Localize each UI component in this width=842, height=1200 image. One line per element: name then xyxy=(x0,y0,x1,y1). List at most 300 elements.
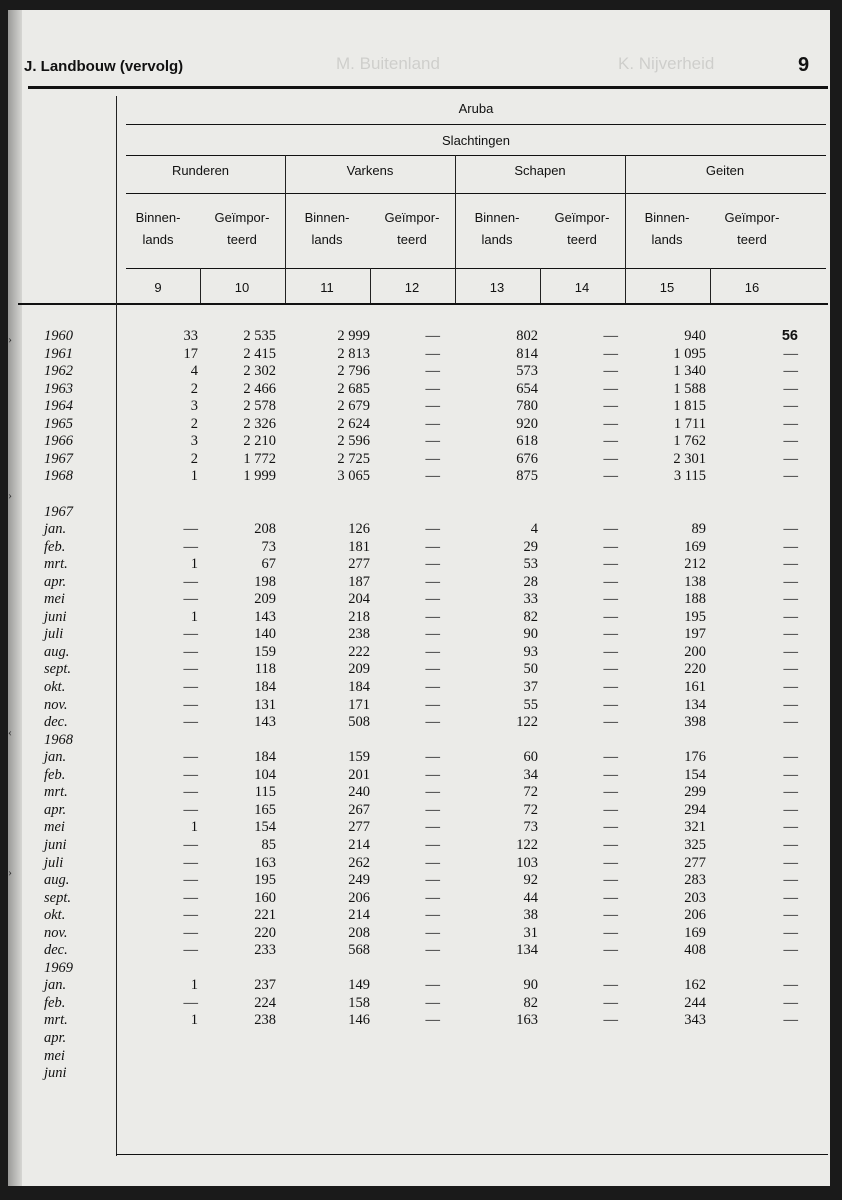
row-label: 1964 xyxy=(44,398,73,415)
table-cell: 299 xyxy=(684,784,706,801)
row-label: 1969 xyxy=(44,959,73,976)
row-label: 1968 xyxy=(44,468,73,485)
table-cell: — xyxy=(183,626,198,643)
table-cell: — xyxy=(425,556,440,573)
table-cell: 73 xyxy=(261,538,276,555)
table-cell: — xyxy=(183,696,198,713)
table-cell: 283 xyxy=(684,872,706,889)
bleed-through-text xyxy=(8,10,830,1186)
table-cell: 1 815 xyxy=(673,398,706,415)
row-label: sept. xyxy=(44,661,71,678)
table-cell: — xyxy=(603,801,618,818)
table-cell: 184 xyxy=(254,679,276,695)
table-cell: 618 xyxy=(516,433,538,450)
table-cell: — xyxy=(183,801,198,818)
table-cell: 56 xyxy=(781,328,798,344)
table-cell: 3 xyxy=(190,398,198,415)
row-label: juni xyxy=(44,608,67,625)
table-cell: — xyxy=(425,766,440,783)
table-cell: 920 xyxy=(516,415,538,432)
row-label: jan. xyxy=(44,749,67,766)
table-cell: 212 xyxy=(684,556,706,573)
table-cell: 55 xyxy=(523,696,538,713)
table-cell: 676 xyxy=(516,450,538,467)
slaughter-subheader: Slachtingen xyxy=(442,133,510,148)
table-cell: 60 xyxy=(523,749,538,766)
table-cell: — xyxy=(783,854,798,871)
row-label: aug. xyxy=(44,643,70,660)
table-cell: — xyxy=(783,380,798,397)
table-cell: — xyxy=(183,643,198,660)
column-header: Binnen- lands xyxy=(644,210,690,247)
table-cell: 90 xyxy=(523,977,538,994)
row-label: mei xyxy=(44,591,65,608)
table-cell: — xyxy=(183,661,198,678)
table-cell: 131 xyxy=(254,696,276,713)
table-cell: — xyxy=(783,345,798,362)
table-cell: 2 813 xyxy=(337,345,370,362)
document-page xyxy=(8,10,830,1186)
table-cell: — xyxy=(783,363,798,380)
table-cell: — xyxy=(603,521,618,538)
column-number: 15 xyxy=(659,280,675,295)
table-cell: 508 xyxy=(348,714,370,731)
table-cell: — xyxy=(603,468,618,485)
row-label: feb. xyxy=(44,538,66,555)
table-cell: — xyxy=(183,521,198,538)
col-divider xyxy=(710,268,711,303)
table-cell: — xyxy=(425,889,440,906)
table-cell: — xyxy=(425,749,440,766)
table-cell: 277 xyxy=(348,556,370,573)
table-cell: — xyxy=(425,380,440,397)
table-cell: 1 588 xyxy=(673,380,706,397)
table-cell: — xyxy=(603,591,618,608)
table-cell: — xyxy=(603,538,618,555)
row-label: mrt. xyxy=(44,1012,68,1029)
table-cell: 122 xyxy=(516,836,538,853)
table-cell: 1 711 xyxy=(673,415,706,432)
table-cell: 2 624 xyxy=(337,415,370,432)
table-cell: — xyxy=(425,907,440,924)
table-cell: 2 xyxy=(190,450,198,467)
table-cell: — xyxy=(783,872,798,889)
table-cell: 176 xyxy=(684,749,706,766)
table-cell: — xyxy=(783,994,798,1011)
table-cell: — xyxy=(425,521,440,538)
table-cell: 143 xyxy=(254,714,276,731)
table-cell: — xyxy=(425,836,440,853)
table-cell: 165 xyxy=(254,801,276,818)
table-cell: 169 xyxy=(684,924,706,941)
table-cell: — xyxy=(783,889,798,906)
table-cell: 159 xyxy=(254,643,276,660)
row-label: dec. xyxy=(44,714,68,731)
table-cell: — xyxy=(783,643,798,660)
table-cell: — xyxy=(783,749,798,766)
table-cell: — xyxy=(603,415,618,432)
table-cell: — xyxy=(183,889,198,906)
region-header: Aruba xyxy=(458,101,494,116)
table-cell: 29 xyxy=(523,538,538,555)
table-cell: 1 xyxy=(190,556,198,573)
table-cell: 53 xyxy=(523,556,538,573)
table-cell: 2 326 xyxy=(243,415,276,432)
group-schapen: Schapen xyxy=(514,163,566,178)
group-geiten: Geiten xyxy=(705,163,745,178)
table-cell: 38 xyxy=(523,907,538,924)
table-cell: — xyxy=(603,608,618,625)
row-label: 1963 xyxy=(44,380,73,397)
table-cell: — xyxy=(783,784,798,801)
table-cell: 126 xyxy=(348,521,370,538)
table-cell: 206 xyxy=(684,907,706,924)
table-cell: — xyxy=(603,714,618,731)
row-label: sept. xyxy=(44,889,71,906)
column-header: Geïmpor- teerd xyxy=(384,210,440,247)
row-label: 1967 xyxy=(44,450,73,467)
table-cell: 162 xyxy=(684,977,706,994)
table-cell: 802 xyxy=(516,328,538,344)
table-cell: 2 685 xyxy=(337,380,370,397)
table-cell: — xyxy=(783,679,798,695)
table-cell: 118 xyxy=(254,661,276,678)
margin-mark: › xyxy=(8,488,12,502)
table-cell: — xyxy=(183,573,198,590)
table-cell: 1 340 xyxy=(673,363,706,380)
table-cell: — xyxy=(783,819,798,836)
column-header: Binnen- lands xyxy=(304,210,350,247)
table-cell: 277 xyxy=(684,854,706,871)
table-cell: 1 xyxy=(190,608,198,625)
table-cell: — xyxy=(603,942,618,959)
table-cell: — xyxy=(783,977,798,994)
table-cell: — xyxy=(603,819,618,836)
table-cell: — xyxy=(183,872,198,889)
table-cell: — xyxy=(603,784,618,801)
row-label: 1967 xyxy=(44,503,73,520)
row-label: 1968 xyxy=(44,731,73,748)
table-cell: 92 xyxy=(523,872,538,889)
table-cell: 4 xyxy=(190,363,198,380)
table-cell: 163 xyxy=(516,1012,538,1029)
margin-mark: › xyxy=(8,865,12,879)
table-cell: — xyxy=(783,573,798,590)
table-cell: — xyxy=(783,924,798,941)
table-cell: 146 xyxy=(348,1012,370,1029)
table-cell: — xyxy=(783,608,798,625)
table-cell: 195 xyxy=(254,872,276,889)
table-cell: 214 xyxy=(348,836,370,853)
table-cell: 31 xyxy=(523,924,538,941)
table-cell: — xyxy=(603,450,618,467)
table-cell: — xyxy=(783,696,798,713)
table-cell: 2 xyxy=(190,380,198,397)
table-cell: — xyxy=(425,433,440,450)
table-cell: — xyxy=(603,854,618,871)
table-cell: — xyxy=(603,836,618,853)
table-cell: 220 xyxy=(254,924,276,941)
table-cell: 568 xyxy=(348,942,370,959)
table-cell: 50 xyxy=(523,661,538,678)
table-cell: 218 xyxy=(348,608,370,625)
table-cell: — xyxy=(425,591,440,608)
table-cell: 814 xyxy=(516,345,538,362)
table-cell: 195 xyxy=(684,608,706,625)
table-cell: 221 xyxy=(254,907,276,924)
column-number: 16 xyxy=(744,280,760,295)
table-cell: — xyxy=(603,380,618,397)
table-cell: — xyxy=(425,661,440,678)
table-cell: 181 xyxy=(348,538,370,555)
column-number: 10 xyxy=(234,280,250,295)
row-label: 1962 xyxy=(44,363,73,380)
table-cell: — xyxy=(603,328,618,344)
table-cell: 134 xyxy=(516,942,538,959)
table-cell: — xyxy=(603,749,618,766)
table-cell: 154 xyxy=(684,766,706,783)
table-cell: 2 302 xyxy=(243,363,276,380)
table-cell: — xyxy=(183,907,198,924)
table-cell: — xyxy=(425,977,440,994)
table-cell: 2 535 xyxy=(243,328,276,344)
table-cell: — xyxy=(425,538,440,555)
rule-under-groups xyxy=(126,193,826,194)
column-number: 14 xyxy=(574,280,590,295)
column-header: Binnen- lands xyxy=(474,210,520,247)
row-label: 1960 xyxy=(44,328,73,344)
table-cell: 44 xyxy=(523,889,538,906)
table-cell: 222 xyxy=(348,643,370,660)
table-cell: 197 xyxy=(684,626,706,643)
top-rule xyxy=(28,86,828,89)
table-cell: 2 xyxy=(190,415,198,432)
table-cell: — xyxy=(603,907,618,924)
table-cell: 244 xyxy=(684,994,706,1011)
table-cell: — xyxy=(603,661,618,678)
table-cell: 17 xyxy=(183,345,198,362)
column-header: Geïmpor- teerd xyxy=(724,210,780,247)
table-cell: — xyxy=(425,872,440,889)
table-cell: 198 xyxy=(254,573,276,590)
row-label: 1961 xyxy=(44,345,73,362)
table-cell: 3 065 xyxy=(337,468,370,485)
table-cell: — xyxy=(425,573,440,590)
table-cell: 134 xyxy=(684,696,706,713)
table-cell: — xyxy=(783,450,798,467)
table-cell: — xyxy=(425,643,440,660)
row-label: 1965 xyxy=(44,415,73,432)
table-cell: 3 115 xyxy=(673,468,706,485)
table-cell: 2 679 xyxy=(337,398,370,415)
table-cell: 294 xyxy=(684,801,706,818)
table-cell: 93 xyxy=(523,643,538,660)
row-label: juni xyxy=(44,836,67,853)
table-cell: 238 xyxy=(254,1012,276,1029)
table-cell: — xyxy=(783,942,798,959)
table-cell: 267 xyxy=(348,801,370,818)
row-label: nov. xyxy=(44,696,68,713)
table-cell: — xyxy=(183,591,198,608)
table-cell: — xyxy=(783,591,798,608)
table-cell: — xyxy=(425,608,440,625)
table-cell: 2 596 xyxy=(337,433,370,450)
table-cell: — xyxy=(603,977,618,994)
table-cell: 159 xyxy=(348,749,370,766)
table-cell: — xyxy=(603,696,618,713)
table-cell: — xyxy=(603,889,618,906)
table-cell: 200 xyxy=(684,643,706,660)
row-label: juni xyxy=(44,1065,67,1082)
table-cell: 343 xyxy=(684,1012,706,1029)
table-cell: 875 xyxy=(516,468,538,485)
table-cell: — xyxy=(783,433,798,450)
rule-under-subheader xyxy=(126,155,826,156)
table-cell: 208 xyxy=(348,924,370,941)
row-label: jan. xyxy=(44,977,67,994)
table-cell: 160 xyxy=(254,889,276,906)
table-cell: 82 xyxy=(523,994,538,1011)
table-cell: — xyxy=(603,398,618,415)
table-cell: 209 xyxy=(254,591,276,608)
table-cell: 2 210 xyxy=(243,433,276,450)
row-label: dec. xyxy=(44,942,68,959)
table-cell: — xyxy=(425,415,440,432)
table-cell: 33 xyxy=(523,591,538,608)
table-cell: 240 xyxy=(348,784,370,801)
table-cell: 780 xyxy=(516,398,538,415)
table-cell: 1 xyxy=(190,1012,198,1029)
table-cell: — xyxy=(603,924,618,941)
table-cell: 163 xyxy=(254,854,276,871)
table-cell: 233 xyxy=(254,942,276,959)
table-cell: — xyxy=(425,924,440,941)
table-cell: 158 xyxy=(348,994,370,1011)
table-cell: 2 999 xyxy=(337,328,370,344)
rule-under-colnumbers xyxy=(18,303,828,305)
table-cell: 73 xyxy=(523,819,538,836)
margin-mark: › xyxy=(8,332,12,346)
table-cell: 37 xyxy=(523,679,538,695)
table-cell: 398 xyxy=(684,714,706,731)
table-cell: — xyxy=(783,398,798,415)
table-cell: 140 xyxy=(254,626,276,643)
page-number: 9 xyxy=(798,54,810,76)
table-cell: — xyxy=(783,626,798,643)
column-number: 9 xyxy=(154,280,162,295)
table-cell: 149 xyxy=(348,977,370,994)
row-label: juli xyxy=(44,854,64,871)
table-cell: — xyxy=(603,345,618,362)
table-cell: 238 xyxy=(348,626,370,643)
table-cell: — xyxy=(783,714,798,731)
table-cell: — xyxy=(183,784,198,801)
table-cell: 206 xyxy=(348,889,370,906)
table-cell: 1 772 xyxy=(243,450,276,467)
row-label: juli xyxy=(44,626,64,643)
column-number: 12 xyxy=(404,280,420,295)
table-cell: 201 xyxy=(348,766,370,783)
table-cell: — xyxy=(783,415,798,432)
table-cell: — xyxy=(425,1012,440,1029)
table-cell: — xyxy=(783,766,798,783)
table-cell: 72 xyxy=(523,784,538,801)
table-cell: 940 xyxy=(684,328,706,344)
table-cell: — xyxy=(603,556,618,573)
table-cell: — xyxy=(183,924,198,941)
table-cell: 208 xyxy=(254,521,276,538)
table-cell: 224 xyxy=(254,994,276,1011)
row-label: 1966 xyxy=(44,433,73,450)
table-cell: — xyxy=(183,836,198,853)
table-cell: — xyxy=(425,854,440,871)
column-number: 13 xyxy=(489,280,505,295)
table-cell: 249 xyxy=(348,872,370,889)
row-label: okt. xyxy=(44,679,66,695)
column-number: 11 xyxy=(320,280,334,295)
rule-under-colheaders xyxy=(126,268,826,269)
table-cell: — xyxy=(425,784,440,801)
table-cell: — xyxy=(425,363,440,380)
table-cell: — xyxy=(425,819,440,836)
table-cell: 72 xyxy=(523,801,538,818)
table-cell: 214 xyxy=(348,907,370,924)
table-cell: — xyxy=(183,749,198,766)
table-cell: — xyxy=(603,573,618,590)
margin-mark: ‹ xyxy=(8,725,12,739)
table-cell: 169 xyxy=(684,538,706,555)
table-cell: — xyxy=(603,626,618,643)
row-label: apr. xyxy=(44,573,67,590)
group-runderen: Runderen xyxy=(171,163,230,178)
table-cell: — xyxy=(783,801,798,818)
table-cell: 184 xyxy=(348,679,370,695)
table-cell: — xyxy=(603,433,618,450)
table-cell: — xyxy=(783,468,798,485)
table-cell: — xyxy=(783,556,798,573)
table-cell: 203 xyxy=(684,889,706,906)
row-label: mei xyxy=(44,819,65,836)
table-cell: 277 xyxy=(348,819,370,836)
col-divider xyxy=(540,268,541,303)
table-cell: 122 xyxy=(516,714,538,731)
table-cell: 104 xyxy=(254,766,276,783)
table-cell: — xyxy=(183,766,198,783)
table-cell: — xyxy=(783,661,798,678)
table-cell: 204 xyxy=(348,591,370,608)
table-cell: — xyxy=(603,994,618,1011)
table-cell: 325 xyxy=(684,836,706,853)
bottom-rule xyxy=(116,1154,828,1155)
table-cell: 2 301 xyxy=(673,450,706,467)
table-cell: 103 xyxy=(516,854,538,871)
table-cell: 161 xyxy=(684,679,706,695)
row-label: mrt. xyxy=(44,784,68,801)
table-cell: 171 xyxy=(348,696,370,713)
table-cell: — xyxy=(603,766,618,783)
table-cell: 34 xyxy=(523,766,538,783)
table-cell: 188 xyxy=(684,591,706,608)
table-cell: 1 xyxy=(190,819,198,836)
table-cell: — xyxy=(183,714,198,731)
row-label: jan. xyxy=(44,521,67,538)
table-cell: 67 xyxy=(261,556,276,573)
table-cell: 1 xyxy=(190,468,198,485)
table-cell: — xyxy=(425,450,440,467)
table-cell: 4 xyxy=(530,521,538,538)
table-cell: — xyxy=(425,679,440,695)
column-header: Geïmpor- teerd xyxy=(214,210,270,247)
